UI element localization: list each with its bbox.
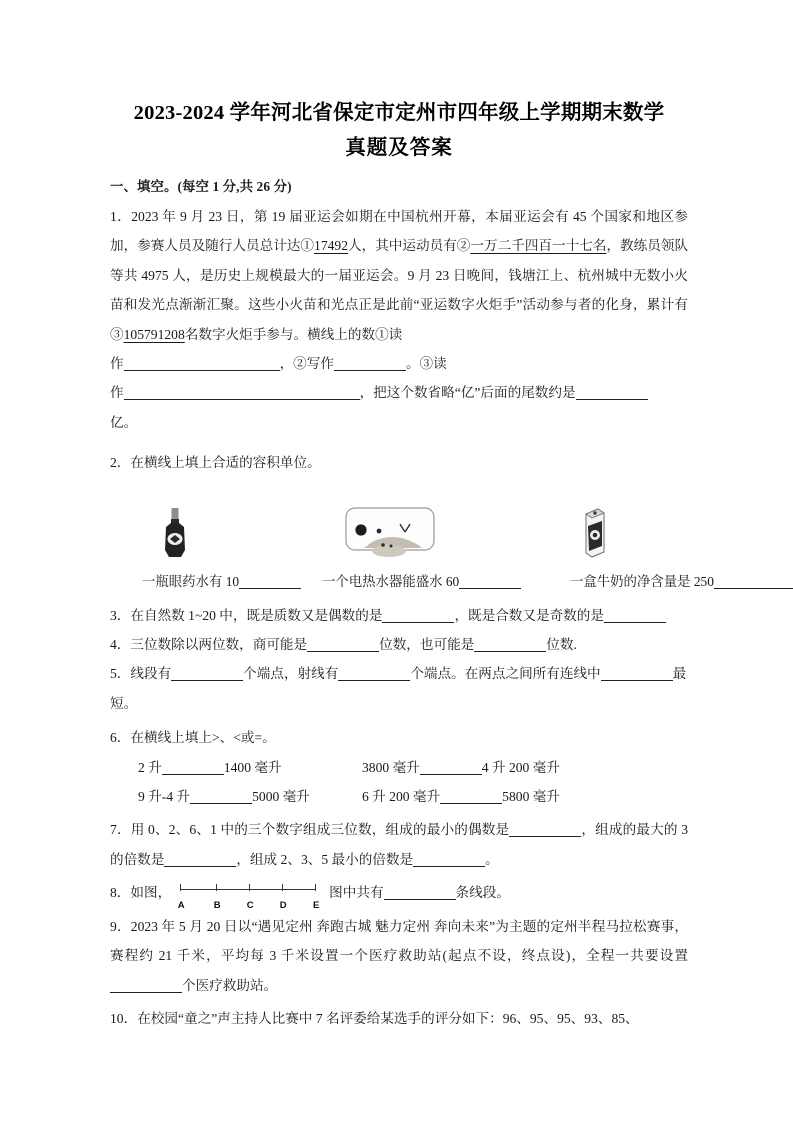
question-9-number: 9． xyxy=(110,918,131,934)
question-9-blank-1[interactable] xyxy=(110,977,182,993)
question-7-text-d: 。 xyxy=(485,851,499,867)
question-2-caption-2-text: 一个电热水器能盛水 60 xyxy=(322,573,460,589)
question-8-text-c: 条线段。 xyxy=(455,885,510,901)
question-1-round-text: ，把这个数省略“亿”后面的尾数约是 xyxy=(359,385,576,401)
segment-tick-c xyxy=(249,884,250,891)
question-9-text-b: 个医疗救助站。 xyxy=(182,977,278,993)
question-1-answer-line-1 xyxy=(110,349,688,378)
question-6-blank-4[interactable] xyxy=(440,788,502,804)
question-1-blank-write-2[interactable] xyxy=(334,355,406,371)
question-6-left-2b: 5000 毫升 xyxy=(252,789,310,805)
question-1-read-suffix: 。③读 xyxy=(405,356,447,372)
page-title-line-1: 2023-2024 学年河北省保定市定州市四年级上学期期末数学 xyxy=(133,102,665,124)
segment-tick-a xyxy=(180,884,181,891)
question-1-read-prefix: 作 xyxy=(110,356,124,372)
question-6-right-2b: 5800 毫升 xyxy=(502,789,560,805)
question-7-number: 7． xyxy=(110,822,131,838)
question-3-text-a: 在自然数 1~20 中，既是质数又是偶数的是 xyxy=(130,607,383,623)
question-1-read-prefix-2: 作 xyxy=(110,385,124,401)
segment-tick-e xyxy=(315,884,316,891)
question-2-blank-2[interactable] xyxy=(459,573,521,589)
question-1-write-mid: ，②写作 xyxy=(279,356,334,372)
question-1-text-d: 名数字火炬手参与。横线上的数①读 xyxy=(184,326,403,342)
question-6-row-1 xyxy=(110,753,688,782)
segment-baseline xyxy=(180,889,316,890)
question-2-number: 2． xyxy=(110,455,131,471)
question-5-text-a: 线段有 xyxy=(130,666,172,682)
question-6-number: 6． xyxy=(110,730,131,746)
question-3-text-b: ，既是合数又是奇数的是 xyxy=(454,607,604,623)
question-1-value-2: 一万二千四百一十七名 xyxy=(470,238,607,254)
question-9 xyxy=(110,912,688,1000)
question-1-text-c: ，教练员领队等共 4975 人，是历史上规模最大的一届亚运会。9 月 23 日晚间，钱塘江上、杭州城中无数小火苗和发光点渐渐汇聚。这些小火苗和光点正是此前“亚运数字火炬手”活动参与者的化身，累计有③ xyxy=(110,238,689,342)
question-8-blank-1[interactable] xyxy=(384,884,456,900)
question-6-left-1a: 2 升 xyxy=(138,759,162,775)
segment-tick-d xyxy=(282,884,283,891)
question-2-caption-3-text: 一盒牛奶的净含量是 250 xyxy=(570,573,714,589)
question-1-blank-round[interactable] xyxy=(576,384,648,400)
question-1-text-a: 2023 年 9 月 23 日，第 19 届亚运会如期在中国杭州开幕，本届亚运会有 45 个国家和地区参加，参赛人员及随行人员总计达① xyxy=(110,209,688,254)
question-6-text: 在横线上填上>、<或=。 xyxy=(130,730,276,746)
question-5-blank-3[interactable] xyxy=(601,665,673,681)
question-3-blank-1[interactable] xyxy=(382,607,454,623)
question-1-value-1: 17492 xyxy=(314,238,348,254)
question-5-text-b: 个端点，射线有 xyxy=(243,666,339,682)
question-2-blank-3[interactable] xyxy=(714,573,793,589)
question-2-image-row xyxy=(110,487,688,565)
question-5-blank-1[interactable] xyxy=(171,665,243,681)
question-7 xyxy=(110,815,688,874)
question-1-blank-read-1[interactable] xyxy=(124,355,280,371)
question-2-caption-row xyxy=(110,569,714,595)
question-7-text-c: ，组成 2、3、5 最小的倍数是 xyxy=(236,851,414,867)
question-3-number: 3． xyxy=(110,607,131,623)
question-8-text-a: 如图， xyxy=(130,885,172,901)
question-4-text-b: 位数，也可能是 xyxy=(379,637,475,653)
question-5 xyxy=(110,659,688,688)
question-6-compare-1 xyxy=(138,753,282,782)
question-1-unit-yi: 亿。 xyxy=(110,414,138,430)
question-5-text-d: 最 xyxy=(672,666,687,682)
question-1-value-3: 105791208 xyxy=(123,326,185,342)
segment-label-d: D xyxy=(279,900,287,912)
question-6-compare-2 xyxy=(362,753,560,782)
question-6-right-2a: 6 升 200 毫升 xyxy=(362,789,441,805)
question-7-blank-2[interactable] xyxy=(164,851,236,867)
section-heading-fill-in-blanks: 一、填空。(每空 1 分,共 26 分) xyxy=(110,179,292,194)
segment-label-a: A xyxy=(177,900,185,912)
question-1-text-b: 人，其中运动员有② xyxy=(348,238,471,254)
question-4-blank-1[interactable] xyxy=(307,636,379,652)
question-5-text-c: 个端点。在两点之间所有连线中 xyxy=(410,666,601,682)
question-5-text-e: 短。 xyxy=(110,695,138,711)
question-1-answer-line-3 xyxy=(110,408,688,437)
question-6-compare-3 xyxy=(138,782,310,811)
question-4-text-a: 三位数除以两位数，商可能是 xyxy=(130,637,308,653)
question-6-compare-4 xyxy=(362,782,560,811)
question-7-blank-1[interactable] xyxy=(509,821,581,837)
segment-tick-b xyxy=(216,884,217,891)
eye-drop-bottle-icon xyxy=(162,508,188,565)
question-2-caption-1 xyxy=(142,569,301,595)
question-5-number: 5． xyxy=(110,666,131,682)
question-3 xyxy=(110,601,688,630)
segment-label-b: B xyxy=(213,900,221,912)
question-6 xyxy=(110,723,688,752)
question-2-caption-2 xyxy=(322,569,521,595)
page-title xyxy=(110,96,688,166)
question-4-blank-2[interactable] xyxy=(474,636,546,652)
question-7-text-a: 用 0、2、6、1 中的三个数字组成三位数，组成的最小的偶数是 xyxy=(130,822,510,838)
question-5-continuation xyxy=(110,689,688,718)
question-2-blank-1[interactable] xyxy=(239,573,301,589)
question-2 xyxy=(110,448,688,477)
question-1-blank-read-3[interactable] xyxy=(124,384,360,400)
question-6-blank-3[interactable] xyxy=(190,788,252,804)
question-6-blank-1[interactable] xyxy=(162,759,224,775)
question-4 xyxy=(110,630,688,659)
question-10 xyxy=(110,1004,688,1033)
question-8-number: 8． xyxy=(110,885,131,901)
question-8 xyxy=(110,878,688,912)
question-2-text: 在横线上填上合适的容积单位。 xyxy=(130,455,321,471)
question-6-right-1b: 4 升 200 毫升 xyxy=(481,759,560,775)
question-7-text-b: ，组成的最大的 3 的倍数是 xyxy=(110,822,689,867)
question-3-blank-2[interactable] xyxy=(604,607,666,623)
question-2-caption-3 xyxy=(570,569,793,595)
question-9-text-a: 2023 年 5 月 20 日以“遇见定州 奔跑古城 魅力定州 奔向未来”为主题的定州半程马拉松赛事，赛程约 21 千米，平均每 3 千米设置一个医疗救助站(起点不设，终点设)，全程一共要设置 xyxy=(110,918,688,964)
question-6-left-1b: 1400 毫升 xyxy=(223,759,282,775)
question-2-caption-1-text: 一瓶眼药水有 10 xyxy=(142,573,240,589)
question-1-answer-line-2 xyxy=(110,378,688,407)
question-4-text-c: 位数. xyxy=(546,637,577,653)
question-8-text-b: 图中共有 xyxy=(329,885,384,901)
question-4-number: 4． xyxy=(110,637,131,653)
question-5-blank-2[interactable] xyxy=(338,665,410,681)
question-6-left-2a: 9 升-4 升 xyxy=(138,789,191,805)
page-content xyxy=(110,96,714,1033)
question-7-blank-3[interactable] xyxy=(413,851,485,867)
question-1 xyxy=(110,202,688,349)
segment-label-e: E xyxy=(313,900,320,912)
line-segment-figure xyxy=(176,882,322,912)
segment-label-c: C xyxy=(246,900,254,912)
question-6-row-2 xyxy=(110,782,688,811)
milk-carton-icon xyxy=(580,506,608,565)
page-title-line-2: 真题及答案 xyxy=(345,137,453,159)
question-6-right-1a: 3800 毫升 xyxy=(362,759,420,775)
question-6-blank-2[interactable] xyxy=(420,759,482,775)
electric-water-heater-icon xyxy=(344,504,436,565)
question-10-text: 在校园“童之”声主持人比赛中 7 名评委给某选手的评分如下：96、95、95、93、85、 xyxy=(137,1010,639,1026)
question-1-number: 1． xyxy=(110,209,132,224)
question-10-number: 10． xyxy=(110,1010,138,1026)
